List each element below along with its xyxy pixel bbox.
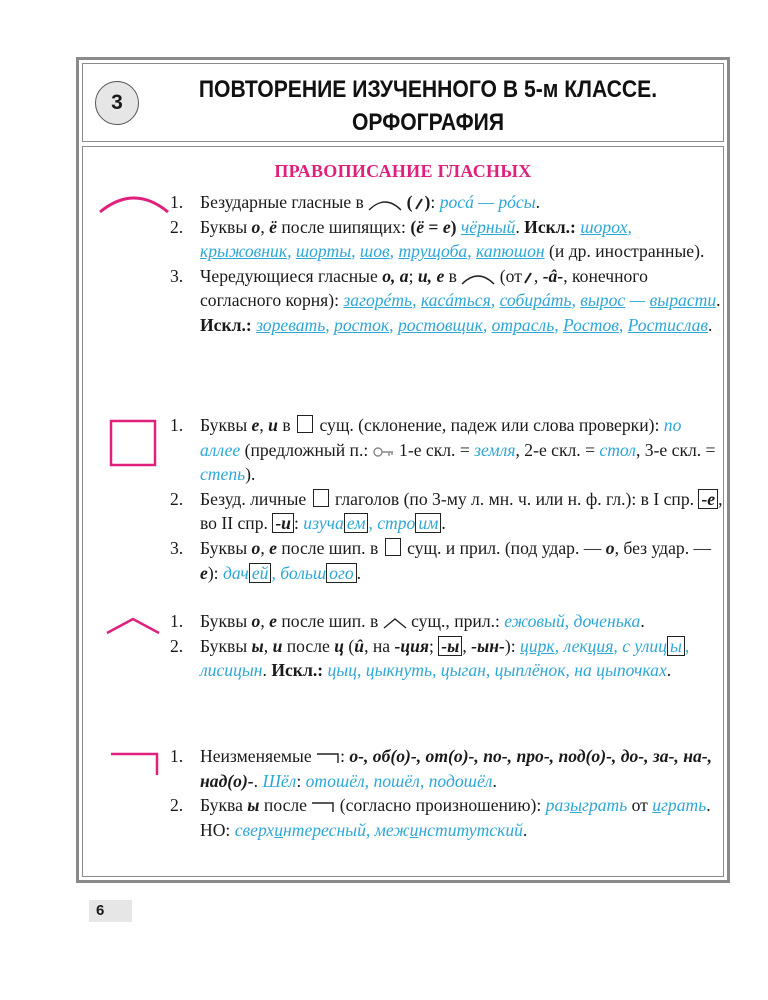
rules-block-prefix — [170, 744, 725, 842]
prefix-marker-icon — [109, 751, 161, 777]
section-title: ПРАВОПИСАНИЕ ГЛАСНЫХ — [274, 161, 532, 181]
page-number: 6 — [89, 900, 132, 922]
chapter-title — [179, 73, 677, 139]
rules-block-root — [170, 190, 725, 338]
ending-box-icon — [313, 489, 329, 507]
chapter-title-line-1: ПОВТОРЕНИЕ ИЗУЧЕННОГО В 5-м КЛАССЕ. — [198, 76, 658, 103]
ending-box-icon — [297, 415, 313, 433]
stress-mark-icon — [522, 271, 534, 285]
rule-card — [76, 57, 730, 883]
rule-4: 1. Буквы е, и в сущ. (склонение, падеж или слова проверки): по аллее (предложный п.: 1-е скл. = земля, 2-е скл. = стол, 3-е скл. = степь). — [170, 415, 716, 485]
rule-10: 2. Буква ы после (согласно произношению): разыграть от играть. НО: сверхинтересный, межинститутский. — [170, 795, 711, 840]
stress-mark-icon — [413, 197, 425, 211]
ending-box-icon — [385, 538, 401, 556]
root-arc-icon — [461, 271, 495, 285]
rules-block-suffix — [170, 609, 725, 683]
chapter-title-line-2: ОРФОГРАФИЯ — [351, 109, 504, 136]
prefix-bracket-icon — [311, 801, 335, 813]
root-arc-icon — [368, 197, 402, 211]
rule-7: 1. Буквы о, е после шип. в сущ., прил.: ежовый, доченька. — [170, 611, 645, 631]
rule-2: 2. Буквы о, ё после шипящих: (ё = е) чёрный. Искл.: шорох, крыжовник, шорты, шов, трущоба, капюшон (и др. иностранные). — [170, 216, 705, 262]
rules-block-ending — [170, 413, 725, 585]
suffix-marker-icon — [105, 615, 161, 637]
root-marker-icon — [97, 190, 171, 216]
chapter-number-badge: 3 — [95, 81, 139, 125]
rule-3: 3. Чередующиеся гласные о, а; и, е в (от , -â-, конечного согласного корня): загорéть, касáться, собирáть, вырос — вырасти. Искл.: зоревать, росток, ростовщик, отрасль, Ростов, Ростислав. — [170, 265, 721, 335]
key-icon — [373, 445, 395, 459]
rules-content — [82, 146, 724, 877]
chapter-header — [82, 63, 724, 142]
rule-6: 3. Буквы о, е после шип. в сущ. и прил. (под удар. — о, без удар. — е): дач ей , больш ого . — [170, 537, 712, 583]
suffix-hat-icon — [383, 617, 407, 629]
rule-9: 1. Неизменяемые : о-, об(о)-, от(о)-, по-, про-, под(о)-, до-, за-, на-, над(о)-. Шёл: отошёл, пошёл, подошёл. — [170, 746, 713, 791]
prefix-bracket-icon — [316, 752, 340, 764]
rule-1: 1. Безударные гласные в ( ): росá — рóсы. — [170, 192, 541, 212]
rule-5: 2. Безуд. личные глаголов (по 3-му л. мн. ч. или н. ф. гл.): в I спр. -е , во II спр. -и : изуча ем , стро им . — [170, 488, 723, 534]
rule-8: 2. Буквы ы, и после ц (û, на -ция; -ы , -ын-): цирк, лекция, с улиц ы , лисицын. Искл.: цыц, цыкнуть, цыган, цыплёнок, на цыпочках. — [170, 635, 690, 681]
ending-marker-icon — [109, 419, 157, 467]
